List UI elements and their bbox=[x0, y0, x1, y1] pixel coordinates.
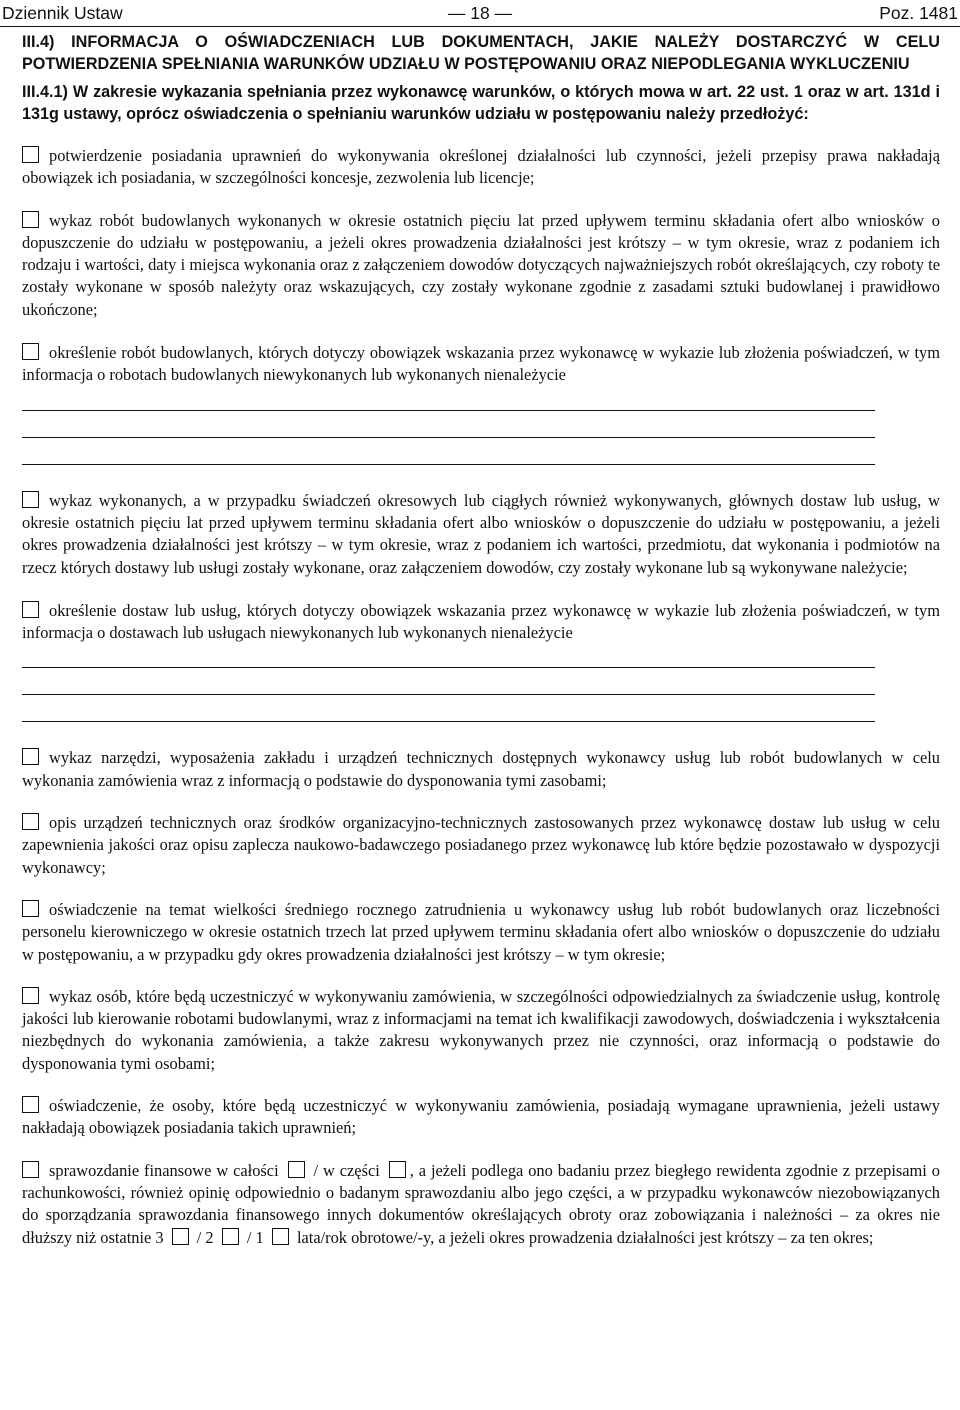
blank-line[interactable] bbox=[22, 437, 875, 438]
list-item bbox=[22, 812, 940, 879]
checkbox[interactable] bbox=[22, 1161, 39, 1178]
item-text: lata/rok obrotowe/-y, a jeżeli okres prowadzenia działalności jest krótszy – za ten okres; bbox=[296, 1227, 874, 1247]
page-header bbox=[0, 0, 960, 27]
checkbox[interactable] bbox=[22, 813, 39, 830]
item-text: określenie dostaw lub usług, których dotyczy obowiązek wskazania przez wykonawcę w wykazie lub złożenia poświadczeń, w tym informacja o dostawach lub usługach niewykonanych lub wykonanych nienależycie bbox=[22, 600, 940, 643]
checkbox[interactable] bbox=[22, 491, 39, 508]
checkbox[interactable] bbox=[22, 900, 39, 917]
blank-line[interactable] bbox=[22, 667, 875, 668]
list-item-financial-statement bbox=[22, 1160, 940, 1249]
item-text: sprawozdanie finansowe w całości bbox=[49, 1160, 279, 1180]
page-number: — 18 — bbox=[447, 3, 513, 23]
position-number: Poz. 1481 bbox=[879, 3, 958, 23]
list-item bbox=[22, 342, 940, 387]
blank-line[interactable] bbox=[22, 410, 875, 411]
checkbox[interactable] bbox=[22, 748, 39, 765]
blank-line[interactable] bbox=[22, 721, 875, 722]
document-body bbox=[22, 32, 940, 1249]
list-item bbox=[22, 145, 940, 190]
item-text: , a jeżeli podlega ono badaniu przez biegłego rewidenta zgodnie z przepisami o rachunkowości, również opinię odpowiednio o badanym sprawozdaniu albo jego części, a w przypadku wykonawców niezobowiązanych do sporządzania sprawozdania finansowego innych dokumentów określających obroty oraz zobowiązania i należności – za okres nie dłuższy niż ostatnie 3 bbox=[22, 1160, 940, 1247]
checkbox[interactable] bbox=[22, 601, 39, 618]
list-item bbox=[22, 986, 940, 1075]
checkbox-whole[interactable] bbox=[288, 1161, 305, 1178]
list-item bbox=[22, 899, 940, 966]
list-item bbox=[22, 600, 940, 645]
item-text: wykaz narzędzi, wyposażenia zakładu i urządzeń technicznych dostępnych wykonawcy usług lub robót budowlanych w celu wykonania zamówienia wraz z informacją o podstawie do dysponowania tymi zasobami; bbox=[22, 748, 940, 790]
item-text: opis urządzeń technicznych oraz środków organizacyjno-technicznych zastosowanych przez wykonawcę dostaw lub usług w celu zapewnienia jakości oraz opisu zaplecza naukowo-badawczego posiadanego przez wykonawcę lub które będzie pozostawało w dyspozycji wykonawcy; bbox=[22, 813, 940, 877]
checkbox-3-years[interactable] bbox=[172, 1228, 189, 1245]
list-item bbox=[22, 490, 940, 579]
checkbox-2-years[interactable] bbox=[222, 1228, 239, 1245]
item-text: wykaz wykonanych, a w przypadku świadczeń okresowych lub ciągłych również wykonywanych, głównych dostaw lub usług, w okresie ostatnich pięciu lat przed upływem terminu składania ofert albo wniosków o dopuszczenie do udziału w postępowaniu, a jeżeli okres prowadzenia działalności jest krótszy – w tym okresie, wraz z podaniem ich wartości, przedmiotu, dat wykonania i podmiotów na rzecz których dostawy lub usługi zostały wykonane, oraz załączeniem dowodów, czy zostały wykonane lub są wykonywane należycie; bbox=[22, 490, 940, 577]
item-text: / 2 bbox=[196, 1227, 214, 1247]
item-text: oświadczenie na temat wielkości średniego rocznego zatrudnienia u wykonawcy usług lub robót budowlanych oraz liczebności personelu kierowniczego w okresie ostatnich trzech lat przed upływem terminu składania ofert albo wniosków o dopuszczenie do udziału w postępowaniu, a w przypadku gdy okres prowadzenia działalności jest krótszy – w tym okresie; bbox=[22, 899, 940, 964]
checkbox[interactable] bbox=[22, 343, 39, 360]
journal-name: Dziennik Ustaw bbox=[2, 3, 123, 23]
list-item bbox=[22, 210, 940, 321]
checkbox[interactable] bbox=[22, 987, 39, 1004]
checkbox[interactable] bbox=[22, 211, 39, 228]
checkbox[interactable] bbox=[22, 1096, 39, 1113]
section-title: III.4) INFORMACJA O OŚWIADCZENIACH LUB DOKUMENTACH, JAKIE NALEŻY DOSTARCZYĆ W CELU POTWIERDZENIA SPEŁNIANIA WARUNKÓW UDZIAŁU W POSTĘPOWANIU ORAZ NIEPODLEGANIA WYKLUCZENIU bbox=[22, 33, 940, 73]
list-item bbox=[22, 747, 940, 792]
item-text: / w części bbox=[313, 1160, 380, 1180]
blank-line[interactable] bbox=[22, 694, 875, 695]
list-item bbox=[22, 1095, 940, 1140]
item-text: potwierdzenie posiadania uprawnień do wykonywania określonej działalności lub czynności, jeżeli przepisy prawa nakładają obowiązek ich posiadania, w szczególności koncesje, zezwolenia lub licencje; bbox=[22, 146, 940, 188]
subsection-number: III.4.1) bbox=[22, 83, 68, 101]
item-text: / 1 bbox=[246, 1227, 264, 1247]
item-text: oświadczenie, że osoby, które będą uczestniczyć w wykonywaniu zamówienia, posiadają wymagane uprawnienia, jeżeli ustawy nakładają obowiązek posiadania takich uprawnień; bbox=[22, 1096, 940, 1138]
item-text: wykaz robót budowlanych wykonanych w okresie ostatnich pięciu lat przed upływem terminu składania ofert albo wniosków o dopuszczenie do udziału w postępowaniu, a jeżeli okres prowadzenia działalności jest krótszy – w tym okresie, wraz z podaniem ich rodzaju i wartości, daty i miejsca wykonania oraz z załączeniem dowodów dotyczących najważniejszych robót określających, czy roboty te zostały wykonane w sposób należyty oraz wskazujących, czy zostały wykonane zgodnie z zasadami sztuki budowlanej i prawidłowo ukończone; bbox=[22, 210, 940, 319]
item-text: określenie robót budowlanych, których dotyczy obowiązek wskazania przez wykonawcę w wykazie lub złożenia poświadczeń, w tym informacja o robotach budowlanych niewykonanych lub wykonanych nienależycie bbox=[22, 343, 940, 385]
checkbox-partial[interactable] bbox=[389, 1161, 406, 1178]
subsection-title bbox=[22, 82, 940, 125]
subsection-text: W zakresie wykazania spełniania przez wykonawcę warunków, o których mowa w art. 22 ust. 1 oraz w art. 131d i 131g ustawy, oprócz oświadczenia o spełnianiu warunków udziału w postępowaniu należy przedłożyć: bbox=[22, 83, 940, 123]
checkbox[interactable] bbox=[22, 146, 39, 163]
blank-line[interactable] bbox=[22, 464, 875, 465]
item-text: wykaz osób, które będą uczestniczyć w wykonywaniu zamówienia, w szczególności odpowiedzialnych za świadczenie usług, kontrolę jakości lub kierowanie robotami budowlanymi, wraz z informacjami na temat ich kwalifikacji zawodowych, doświadczenia i wykształcenia niezbędnych do wykonania zamówienia, a także zakresu wykonywanych przez nie czynności, oraz informacją o podstawie do dysponowania tymi osobami; bbox=[22, 986, 940, 1073]
checkbox-1-year[interactable] bbox=[272, 1228, 289, 1245]
